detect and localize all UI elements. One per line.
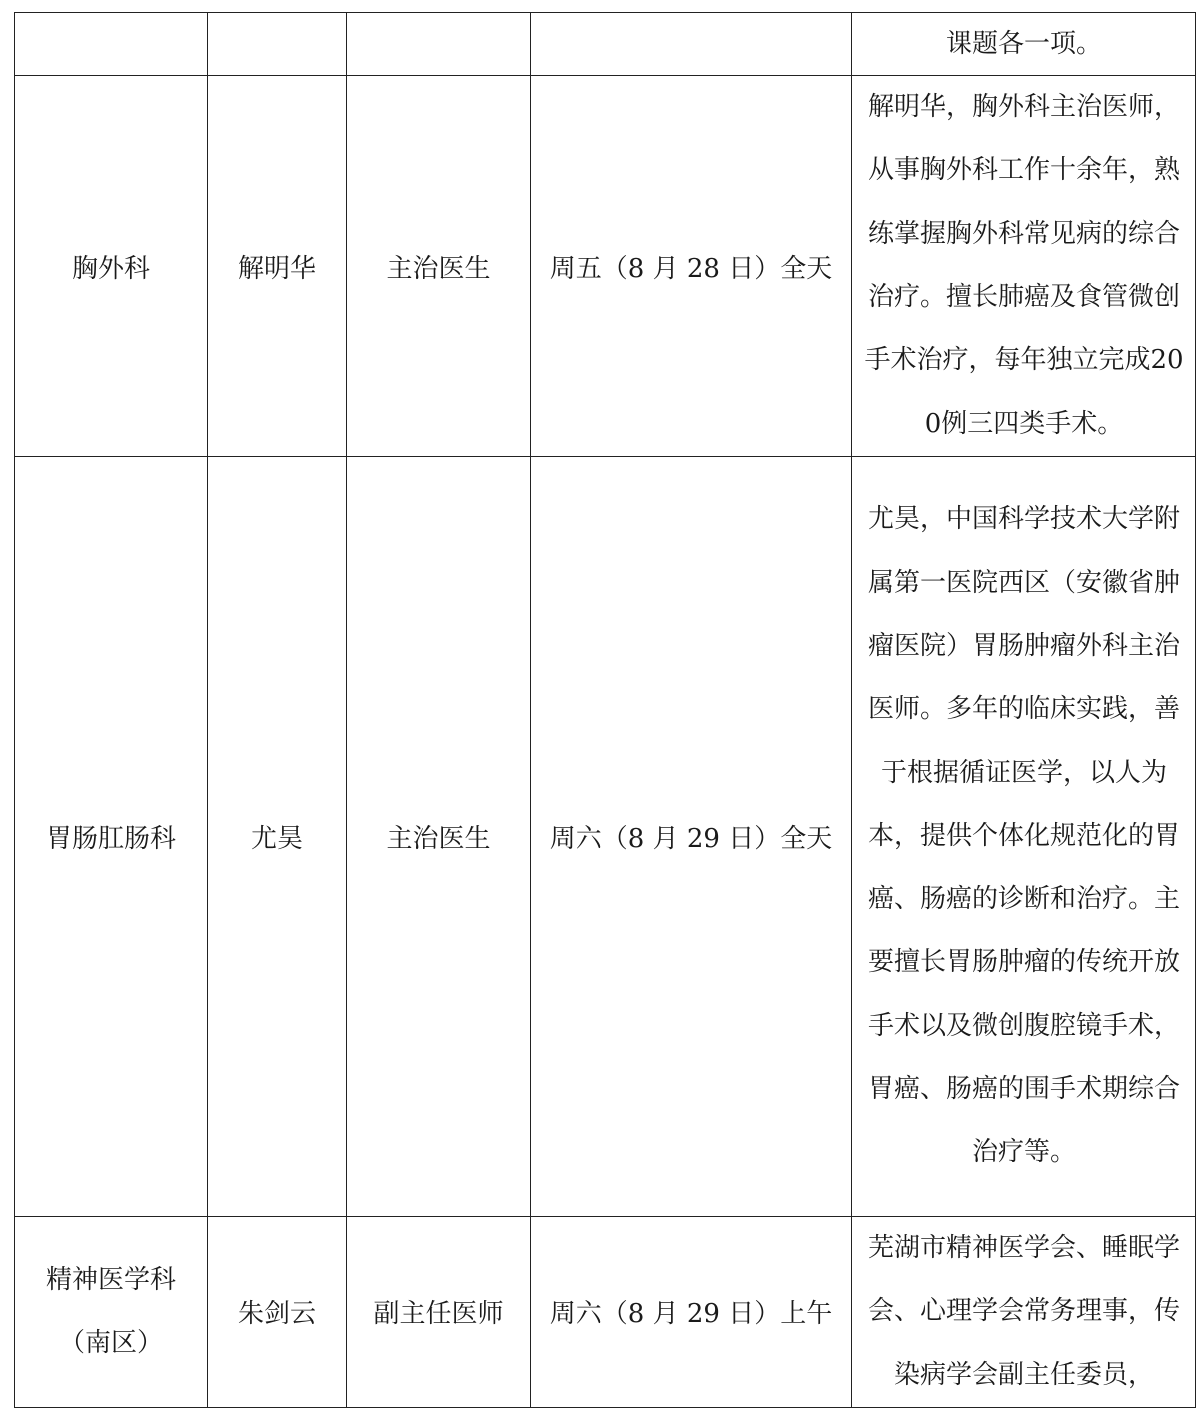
table-row <box>15 1217 1196 1408</box>
clinic-time-cell: 周五（8 月 28 日）全天 <box>531 76 852 457</box>
doctor-name-cell <box>208 13 347 76</box>
doctor-name-cell: 解明华 <box>208 76 347 457</box>
clinic-time-cell: 周六（8 月 29 日）上午 <box>531 1217 852 1408</box>
clinic-time-cell: 周六（8 月 29 日）全天 <box>531 457 852 1217</box>
doctor-name-cell: 尤昊 <box>208 457 347 1217</box>
table-row <box>15 76 1196 457</box>
doctor-bio-cell: 芜湖市精神医学会、睡眠学会、心理学会常务理事，传染病学会副主任委员， <box>852 1217 1196 1408</box>
department-cell: 胃肠肛肠科 <box>15 457 208 1217</box>
department-name: 精神医学科 <box>45 1264 176 1295</box>
department-cell <box>15 13 208 76</box>
department-cell <box>15 1217 208 1408</box>
doctor-bio-cell: 课题各一项。 <box>852 13 1196 76</box>
doctor-name-cell: 朱剑云 <box>208 1217 347 1408</box>
doctor-bio-cell: 尤昊，中国科学技术大学附属第一医院西区（安徽省肿瘤医院）胃肠肿瘤外科主治医师。多年的临床实践，善于根据循证医学，以人为本，提供个体化规范化的胃癌、肠癌的诊断和治疗。主要擅长胃肠肿瘤的传统开放手术以及微创腹腔镜手术，胃癌、肠癌的围手术期综合治疗等。 <box>852 457 1196 1217</box>
doctor-title-cell: 主治医生 <box>347 457 531 1217</box>
department-campus: （南区） <box>58 1327 163 1358</box>
clinic-time-cell <box>531 13 852 76</box>
table-row <box>15 13 1196 76</box>
doctor-bio-cell: 解明华，胸外科主治医师，从事胸外科工作十余年，熟练掌握胸外科常见病的综合治疗。擅长肺癌及食管微创手术治疗，每年独立完成200例三四类手术。 <box>852 76 1196 457</box>
table-row <box>15 457 1196 1217</box>
doctor-schedule-table <box>14 12 1196 1408</box>
doctor-title-cell: 副主任医师 <box>347 1217 531 1408</box>
department-cell: 胸外科 <box>15 76 208 457</box>
doctor-title-cell <box>347 13 531 76</box>
doctor-title-cell: 主治医生 <box>347 76 531 457</box>
